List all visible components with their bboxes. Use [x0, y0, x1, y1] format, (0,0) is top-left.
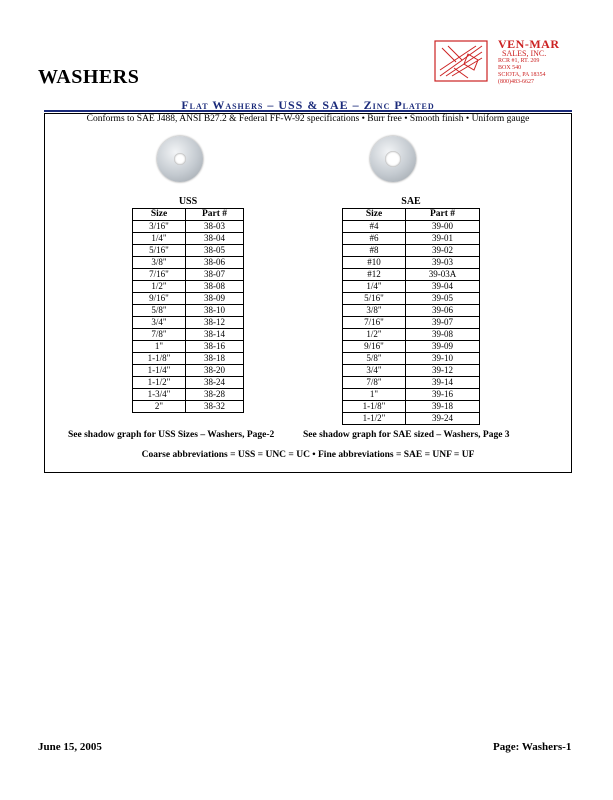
table-row: [133, 281, 244, 293]
table-row: [343, 329, 480, 341]
size-cell: 1/4": [133, 233, 186, 245]
table-header-row: [133, 209, 244, 221]
size-cell: #12: [343, 269, 406, 281]
table-row: [133, 233, 244, 245]
table-row: [133, 269, 244, 281]
logo-name: VEN-MAR: [498, 37, 560, 51]
size-cell: 7/16": [133, 269, 186, 281]
table-row: [133, 389, 244, 401]
table-row: [343, 269, 480, 281]
part-number-cell: 39-05: [406, 293, 480, 305]
part-number-cell: 38-12: [186, 317, 244, 329]
abbreviations-note: Coarse abbreviations = USS = UNC = UC • Fine abbreviations = SAE = UNF = UF: [141, 450, 475, 460]
column-header-size: Size: [343, 209, 406, 221]
part-number-cell: 38-03: [186, 221, 244, 233]
size-cell: 3/8": [343, 305, 406, 317]
part-number-cell: 39-04: [406, 281, 480, 293]
size-cell: 3/8": [133, 257, 186, 269]
table-row: [133, 365, 244, 377]
size-cell: 1": [343, 389, 406, 401]
table-row: [343, 365, 480, 377]
table-row: [343, 401, 480, 413]
size-cell: 3/4": [343, 365, 406, 377]
table-row: [343, 233, 480, 245]
part-number-cell: 38-32: [186, 401, 244, 413]
size-cell: 1/2": [343, 329, 406, 341]
part-number-cell: 39-14: [406, 377, 480, 389]
part-number-cell: 39-07: [406, 317, 480, 329]
table-row: [343, 221, 480, 233]
column-header-part: Part #: [186, 209, 244, 221]
size-cell: 7/8": [133, 329, 186, 341]
ven-mar-logo-icon: [434, 40, 488, 82]
size-cell: #6: [343, 233, 406, 245]
part-number-cell: 38-16: [186, 341, 244, 353]
size-cell: 1-1/4": [133, 365, 186, 377]
part-number-cell: 39-09: [406, 341, 480, 353]
uss-shadow-graph-note: See shadow graph for USS Sizes – Washers, Page-2: [68, 430, 275, 440]
sae-washer-image: [370, 136, 416, 182]
logo-sub: SALES, INC.: [502, 49, 547, 58]
company-logo: [434, 38, 584, 84]
size-cell: 1/2": [133, 281, 186, 293]
table-row: [133, 329, 244, 341]
table-row: [343, 389, 480, 401]
part-number-cell: 38-18: [186, 353, 244, 365]
size-cell: 2": [133, 401, 186, 413]
part-number-cell: 38-05: [186, 245, 244, 257]
size-cell: #8: [343, 245, 406, 257]
table-row: [133, 377, 244, 389]
size-cell: 1-1/8": [133, 353, 186, 365]
part-number-cell: 38-28: [186, 389, 244, 401]
part-number-cell: 39-03A: [406, 269, 480, 281]
table-row: [343, 305, 480, 317]
part-number-cell: 39-18: [406, 401, 480, 413]
part-number-cell: 38-10: [186, 305, 244, 317]
table-row: [133, 305, 244, 317]
size-cell: 1-3/4": [133, 389, 186, 401]
logo-address-1: RCR #1, RT. 209: [498, 58, 540, 64]
part-number-cell: 38-07: [186, 269, 244, 281]
banner-rule: [44, 110, 572, 112]
part-number-cell: 38-20: [186, 365, 244, 377]
part-number-cell: 39-06: [406, 305, 480, 317]
part-number-cell: 39-00: [406, 221, 480, 233]
table-row: [133, 353, 244, 365]
part-number-cell: 39-01: [406, 233, 480, 245]
part-number-cell: 39-02: [406, 245, 480, 257]
part-number-cell: 38-08: [186, 281, 244, 293]
part-number-cell: 38-24: [186, 377, 244, 389]
logo-address-4: (800)483-6627: [498, 79, 534, 85]
page-title: WASHERS: [38, 66, 140, 88]
specifications-line: Conforms to SAE J488, ANSI B27.2 & Federal FF-W-92 specifications • Burr free • Smooth finish • Uniform gauge: [86, 114, 530, 124]
footer-date: June 15, 2005: [38, 741, 102, 753]
size-cell: 1-1/2": [133, 377, 186, 389]
sae-parts-table: [342, 208, 480, 425]
size-cell: 7/8": [343, 377, 406, 389]
table-row: [343, 293, 480, 305]
size-cell: 9/16": [133, 293, 186, 305]
part-number-cell: 38-06: [186, 257, 244, 269]
size-cell: 1/4": [343, 281, 406, 293]
part-number-cell: 38-09: [186, 293, 244, 305]
content-box: [44, 113, 572, 473]
footer-page-number: Page: Washers-1: [493, 741, 572, 753]
size-cell: 3/16": [133, 221, 186, 233]
size-cell: 5/8": [343, 353, 406, 365]
table-row: [343, 281, 480, 293]
table-row: [343, 317, 480, 329]
part-number-cell: 38-14: [186, 329, 244, 341]
part-number-cell: 39-03: [406, 257, 480, 269]
size-cell: 3/4": [133, 317, 186, 329]
table-row: [133, 257, 244, 269]
sae-shadow-graph-note: See shadow graph for SAE sized – Washers, Page 3: [303, 430, 510, 440]
table-row: [343, 257, 480, 269]
table-row: [133, 293, 244, 305]
sae-table-title: SAE: [401, 196, 421, 207]
table-row: [343, 353, 480, 365]
size-cell: #10: [343, 257, 406, 269]
uss-parts-table: [132, 208, 244, 413]
column-header-part: Part #: [406, 209, 480, 221]
part-number-cell: 39-08: [406, 329, 480, 341]
table-row: [133, 221, 244, 233]
table-row: [343, 413, 480, 425]
table-row: [133, 245, 244, 257]
logo-address-2: BOX 540: [498, 65, 522, 71]
size-cell: 1-1/2": [343, 413, 406, 425]
column-header-size: Size: [133, 209, 186, 221]
part-number-cell: 39-24: [406, 413, 480, 425]
table-row: [343, 341, 480, 353]
table-row: [133, 317, 244, 329]
size-cell: 1-1/8": [343, 401, 406, 413]
table-row: [133, 341, 244, 353]
uss-table-title: USS: [178, 196, 198, 207]
uss-washer-image: [157, 136, 203, 182]
part-number-cell: 39-16: [406, 389, 480, 401]
table-header-row: [343, 209, 480, 221]
part-number-cell: 39-12: [406, 365, 480, 377]
table-row: [343, 377, 480, 389]
part-number-cell: 39-10: [406, 353, 480, 365]
table-row: [343, 245, 480, 257]
size-cell: 5/16": [343, 293, 406, 305]
size-cell: 5/16": [133, 245, 186, 257]
part-number-cell: 38-04: [186, 233, 244, 245]
size-cell: 1": [133, 341, 186, 353]
size-cell: 5/8": [133, 305, 186, 317]
size-cell: #4: [343, 221, 406, 233]
size-cell: 9/16": [343, 341, 406, 353]
logo-address-3: SCIOTA, PA 18354: [498, 72, 546, 78]
table-row: [133, 401, 244, 413]
size-cell: 7/16": [343, 317, 406, 329]
section-banner: Flat Washers – USS & SAE – Zinc Plated: [181, 98, 435, 112]
